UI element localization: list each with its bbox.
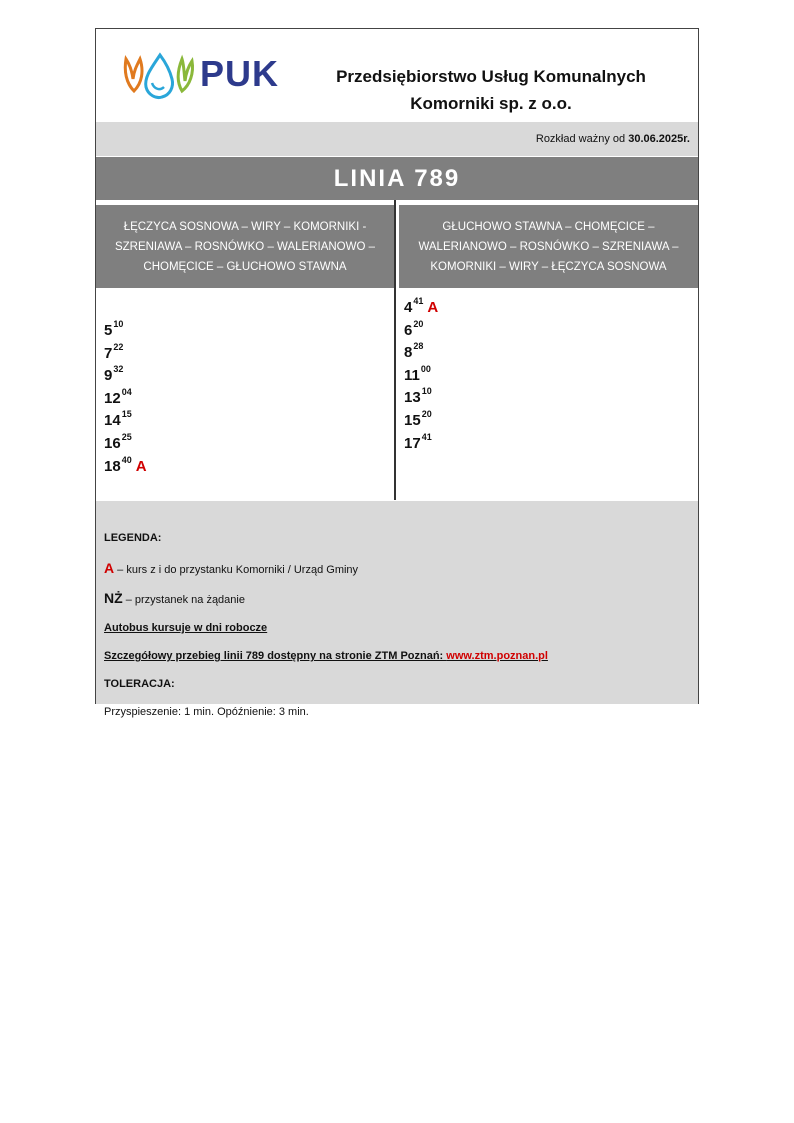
legend-panel — [96, 501, 698, 718]
departure-hour: 5 — [104, 322, 113, 339]
departure-hour: 14 — [104, 412, 121, 430]
departure-flag: A — [427, 299, 439, 316]
departures-right — [404, 296, 439, 457]
route-direction-left: ŁĘCZYCA SOSNOWA – WIRY – KOMORNIKI - SZRENIAWA – ROSNÓWKO – WALERIANOWO – CHOMĘCICE – GŁUCHOWO STAWNA — [96, 205, 394, 288]
departures-left — [104, 319, 147, 480]
departure-time — [104, 454, 147, 481]
legend-a-symbol: A — [104, 560, 115, 576]
timetable-document — [95, 28, 699, 718]
departure-minute: 00 — [420, 363, 431, 374]
departure-minute: 15 — [121, 409, 132, 420]
departure-minute: 20 — [421, 408, 432, 419]
departure-hour: 8 — [404, 344, 413, 362]
company-line-1: Przedsiębiorstwo Usług Komunalnych — [336, 67, 646, 86]
departure-minute: 10 — [421, 386, 432, 397]
departure-hour: 4 — [404, 299, 413, 316]
departure-time — [104, 341, 147, 368]
departure-minute: 22 — [113, 341, 124, 352]
legend-nz-symbol: NŻ — [104, 590, 123, 606]
legend-title: LEGENDA: — [104, 532, 162, 544]
departure-hour: 11 — [404, 366, 420, 384]
departure-minute: 04 — [121, 386, 132, 397]
company-name — [306, 63, 676, 117]
tolerance-text: Przyspieszenie: 1 min. Opóźnienie: 3 min. — [104, 706, 309, 718]
route-direction-right: GŁUCHOWO STAWNA – CHOMĘCICE – WALERIANOWO – ROSNÓWKO – SZRENIAWA – KOMORNIKI – WIRY – ŁĘCZYCA SOSNOWA — [399, 205, 698, 288]
departure-minute: 32 — [113, 364, 124, 375]
departure-minute: 41 — [421, 431, 432, 442]
departure-minute: 20 — [413, 318, 424, 329]
company-logo — [122, 51, 282, 101]
details-text: Szczegółowy przebieg linii 789 dostępny na stronie ZTM Poznań: — [104, 650, 447, 662]
weekdays-note: Autobus kursuje w dni robocze — [104, 622, 268, 634]
legend-nz-row — [104, 590, 245, 606]
departure-minute: 40 — [121, 454, 132, 465]
departure-hour: 9 — [104, 367, 113, 385]
departure-minute: 28 — [413, 341, 424, 352]
departure-hour: 7 — [104, 344, 113, 362]
departure-time — [404, 431, 438, 458]
departure-time — [104, 319, 147, 345]
logo-text: PUK — [200, 53, 280, 94]
departure-minute: 25 — [121, 431, 132, 442]
departure-hour: 18 — [104, 457, 121, 475]
departure-flag: A — [135, 457, 147, 475]
ztm-link[interactable]: www.ztm.poznan.pl — [446, 650, 548, 662]
legend-a-row — [104, 560, 358, 576]
validity-date: 30.06.2025r. — [628, 133, 690, 145]
company-line-2: Komorniki sp. z o.o. — [410, 94, 572, 113]
validity-bar — [96, 122, 698, 156]
departure-hour: 16 — [104, 434, 121, 452]
departure-hour: 13 — [404, 389, 421, 407]
legend-a-text: – kurs z i do przystanku Komorniki / Urząd Gminy — [114, 564, 359, 576]
column-divider — [394, 200, 396, 500]
departure-hour: 17 — [404, 434, 421, 452]
departure-minute: 10 — [113, 319, 124, 329]
leaf-drop-icon — [122, 51, 198, 101]
legend-nz-text: – przystanek na żądanie — [122, 594, 245, 606]
departure-hour: 12 — [104, 389, 121, 407]
details-note — [104, 650, 548, 662]
validity-prefix: Rozkład ważny od — [535, 133, 629, 145]
line-title: LINIA 789 — [96, 157, 698, 200]
departure-hour: 6 — [404, 321, 413, 339]
tolerance-title: TOLERACJA: — [104, 678, 175, 690]
header — [96, 29, 698, 122]
departure-hour: 15 — [404, 411, 421, 429]
departure-minute: 41 — [413, 296, 424, 306]
